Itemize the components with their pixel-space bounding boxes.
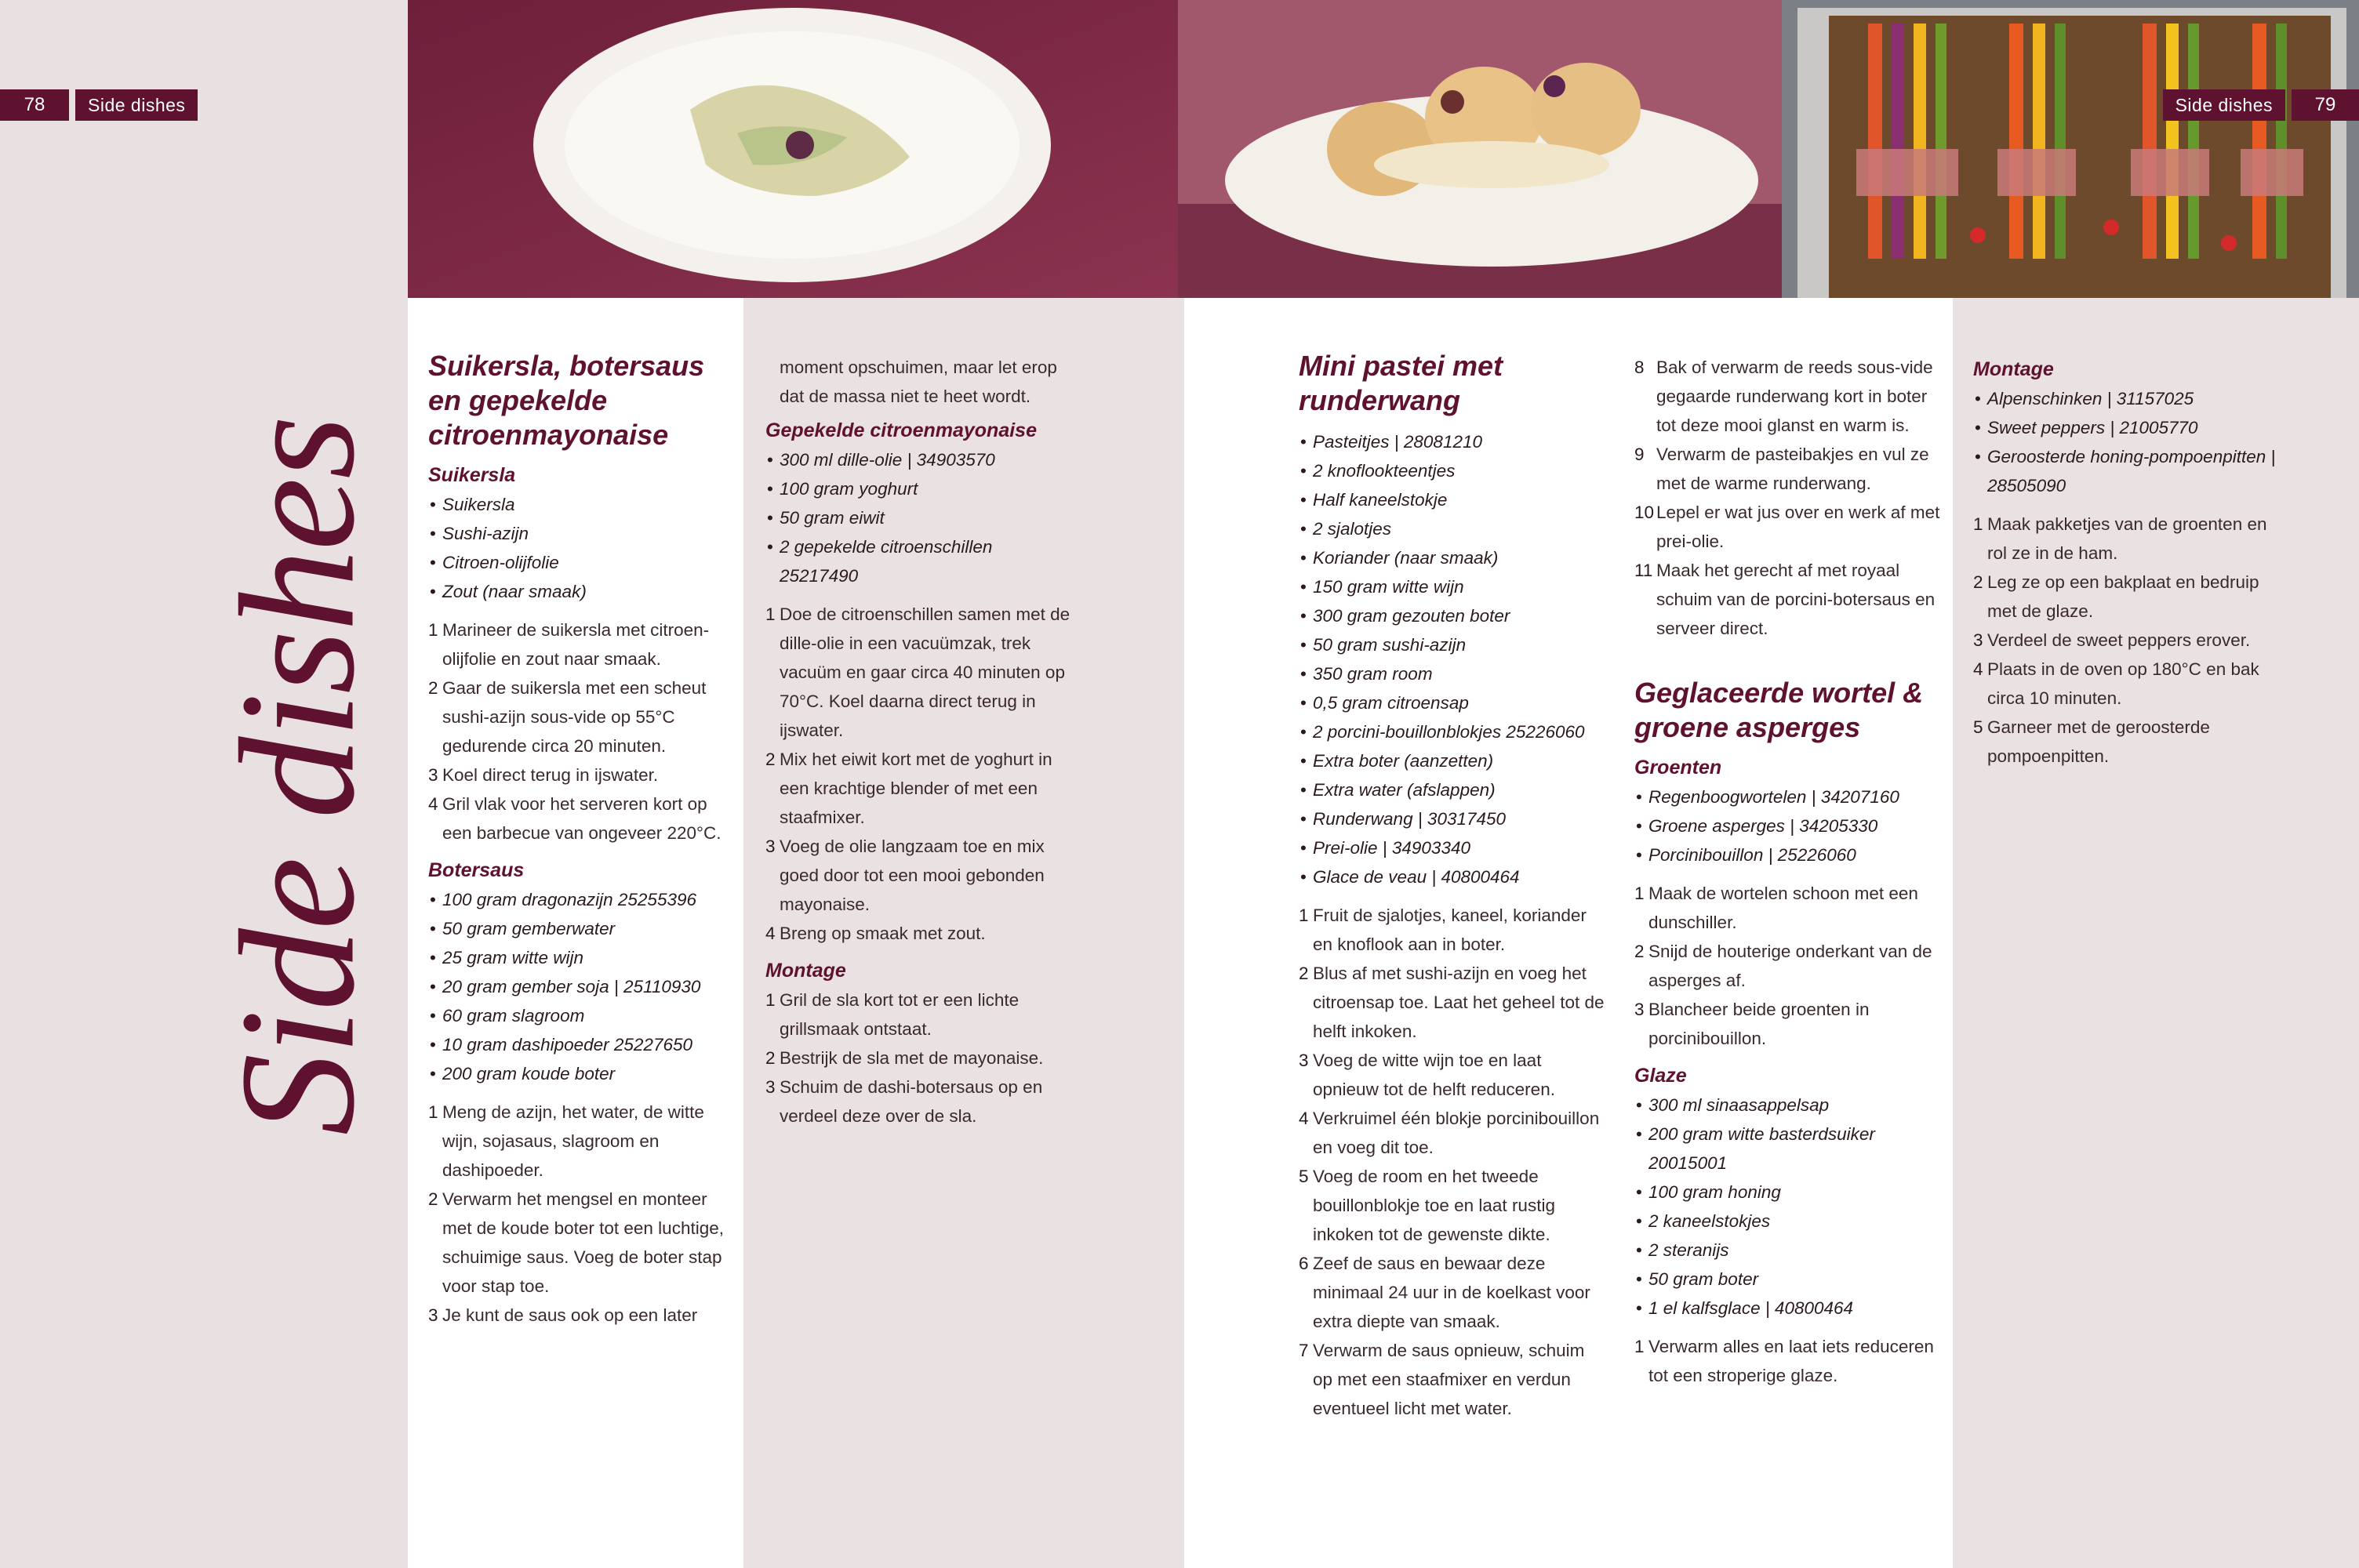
step-item: 5 Garneer met de geroosterde pompoenpitten. bbox=[1973, 717, 2210, 766]
step-item: 2 Bestrijk de sla met de mayonaise. bbox=[765, 1048, 1044, 1068]
step-item: 3 Blancheer beide groenten in porcinibouillon. bbox=[1634, 1000, 1870, 1048]
steps-pastei-continued bbox=[1634, 353, 1940, 643]
step-item: 1 Fruit de sjalotjes, kaneel, koriander en knoflook aan in boter. bbox=[1299, 906, 1587, 954]
right-page-tab bbox=[2163, 89, 2359, 121]
steps-groenten bbox=[1634, 879, 1940, 1053]
steps-suikersla bbox=[428, 615, 726, 848]
ingredient-item: • 300 ml dille-olie | 34903570 bbox=[765, 445, 1071, 474]
step-item: 4 Plaats in de oven op 180°C en bak circa 10 minuten. bbox=[1973, 659, 2259, 708]
step-item: 4 Gril vlak voor het serveren kort op een barbecue van ongeveer 220°C. bbox=[428, 794, 722, 843]
step-item: 8 Bak of verwarm de reeds sous-vide gegaarde runderwang kort in boter tot deze mooi glanst en warm is. bbox=[1634, 358, 1933, 435]
step-item: 1 Doe de citroenschillen samen met de dille-olie in een vacuümzak, trek vacuüm en gaar circa 40 minuten op 70°C. Koel daarna direct terug in ijswater. bbox=[765, 604, 1070, 740]
step-item: 1 Gril de sla kort tot er een lichte grillsmaak ontstaat. bbox=[765, 990, 1020, 1039]
section-label-left: Side dishes bbox=[75, 89, 198, 121]
ingredient-item: • 0,5 gram citroensap bbox=[1299, 688, 1605, 717]
subheading-montage-3: Montage bbox=[1973, 358, 2054, 380]
step-item: 10 Lepel er wat jus over en werk af met prei-olie. bbox=[1634, 503, 1940, 551]
steps-mayonaise bbox=[765, 600, 1071, 948]
ingredient-list-groenten bbox=[1634, 782, 1940, 869]
subheading-groenten: Groenten bbox=[1634, 757, 1722, 779]
ingredient-item: • Sushi-azijn bbox=[428, 519, 726, 548]
column-3 bbox=[1299, 349, 1605, 1432]
ingredient-item: • Zout (naar smaak) bbox=[428, 577, 726, 606]
step-item: 2 Gaar de suikersla met een scheut sushi-azijn sous-vide op 55°C gedurende circa 20 minuten. bbox=[428, 678, 707, 756]
step-item: 1 Meng de azijn, het water, de witte wijn, sojasaus, slagroom en dashipoeder. bbox=[428, 1102, 704, 1180]
ingredient-list-pastei bbox=[1299, 427, 1605, 891]
step-item: 1 Maak pakketjes van de groenten en rol ze in de ham. bbox=[1973, 514, 2267, 563]
ingredient-list-botersaus bbox=[428, 885, 726, 1088]
steps-montage-3 bbox=[1973, 510, 2279, 771]
subheading-botersaus: Botersaus bbox=[428, 859, 525, 881]
subheading-glaze: Glaze bbox=[1634, 1065, 1687, 1087]
subheading-montage-1: Montage bbox=[765, 960, 846, 982]
column-5 bbox=[1973, 353, 2279, 780]
step-item: 7 Verwarm de saus opnieuw, schuim op met een staafmixer en verdun eventueel licht met water. bbox=[1299, 1341, 1585, 1418]
ingredient-item: • 50 gram boter bbox=[1634, 1265, 1940, 1294]
page-number-right: 79 bbox=[2292, 89, 2359, 121]
step-item: 2 Verwarm het mengsel en monteer met de koude boter tot een luchtige, schuimige saus. Voeg de boter stap voor stap toe. bbox=[428, 1189, 724, 1296]
ingredient-item: • 60 gram slagroom bbox=[428, 1001, 726, 1030]
ingredient-item: • 25 gram witte wijn bbox=[428, 943, 726, 972]
step-item: 3 Koel direct terug in ijswater. bbox=[428, 765, 659, 785]
ingredient-item: • 300 gram gezouten boter bbox=[1299, 601, 1605, 630]
ingredient-item: • Pasteitjes | 28081210 bbox=[1299, 427, 1605, 456]
subheading-mayonaise: Gepekelde citroenmayonaise bbox=[765, 419, 1037, 441]
step-item: 3 Voeg de witte wijn toe en laat opnieuw tot de helft reduceren. bbox=[1299, 1051, 1555, 1099]
ingredient-item: • 150 gram witte wijn bbox=[1299, 572, 1605, 601]
step-item: 5 Voeg de room en het tweede bouillonblokje toe en laat rustig inkoken tot de gewenste dikte. bbox=[1299, 1167, 1555, 1244]
ingredient-item: • 50 gram gemberwater bbox=[428, 914, 726, 943]
left-page-tab bbox=[0, 89, 198, 121]
ingredient-item: • 2 knoflookteentjes bbox=[1299, 456, 1605, 485]
step-continued-text: moment opschuimen, maar let erop dat de massa niet te heet wordt. bbox=[780, 358, 1057, 406]
ingredient-item: • Regenboogwortelen | 34207160 bbox=[1634, 782, 1940, 811]
ingredient-item: • Koriander (naar smaak) bbox=[1299, 543, 1605, 572]
step-item: 6 Zeef de saus en bewaar deze minimaal 24 uur in de koelkast voor extra diepte van smaak. bbox=[1299, 1254, 1590, 1331]
steps-glaze bbox=[1634, 1332, 1940, 1390]
ingredient-item: • 20 gram gember soja | 25110930 bbox=[428, 972, 726, 1001]
ingredient-item: • Suikersla bbox=[428, 490, 726, 519]
ingredient-item: • 2 steranijs bbox=[1634, 1236, 1940, 1265]
step-item: 1 Maak de wortelen schoon met een dunschiller. bbox=[1634, 884, 1918, 932]
vertical-section-title bbox=[204, 368, 392, 1184]
ingredient-item: • 350 gram room bbox=[1299, 659, 1605, 688]
ingredient-item: • Glace de veau | 40800464 bbox=[1299, 862, 1605, 891]
ingredient-item: • Half kaneelstokje bbox=[1299, 485, 1605, 514]
ingredient-item: • 1 el kalfsglace | 40800464 bbox=[1634, 1294, 1940, 1323]
step-item: 2 Leg ze op een bakplaat en bedruip met de glaze. bbox=[1973, 572, 2259, 621]
vertical-title-text: Side dishes bbox=[206, 416, 389, 1136]
step-item: 2 Mix het eiwit kort met de yoghurt in een krachtige blender of met een staafmixer. bbox=[765, 750, 1052, 827]
ingredient-item: • 10 gram dashipoeder 25227650 bbox=[428, 1030, 726, 1059]
step-item: 3 Verdeel de sweet peppers erover. bbox=[1973, 630, 2251, 650]
ingredient-item: • 200 gram koude boter bbox=[428, 1059, 726, 1088]
recipe-title-suikersla: Suikersla, botersaus en gepekelde citroenmayonaise bbox=[428, 350, 705, 451]
step-item: 3 Schuim de dashi-botersaus op en verdeel deze over de sla. bbox=[765, 1077, 1043, 1126]
step-item: 1 Verwarm alles en laat iets reduceren tot een stroperige glaze. bbox=[1634, 1337, 1934, 1385]
column-1 bbox=[428, 349, 726, 1339]
photo-pastei-dish bbox=[1178, 0, 1782, 298]
step-item: 3 Je kunt de saus ook op een later bbox=[428, 1305, 698, 1325]
ingredient-item: • 300 ml sinaasappelsap bbox=[1634, 1091, 1940, 1120]
ingredient-list-mayonaise bbox=[765, 445, 1071, 590]
ingredient-item: • Extra boter (aanzetten) bbox=[1299, 746, 1605, 775]
ingredient-item: • 2 sjalotjes bbox=[1299, 514, 1605, 543]
ingredient-item: • 50 gram eiwit bbox=[765, 503, 1071, 532]
ingredient-item: • Groene asperges | 34205330 bbox=[1634, 811, 1940, 840]
ingredient-item: • Sweet peppers | 21005770 bbox=[1973, 413, 2279, 442]
recipe-title-pastei: Mini pastei met runderwang bbox=[1299, 350, 1503, 416]
step-item: 2 Blus af met sushi-azijn en voeg het citroensap toe. Laat het geheel tot de helft inkoken. bbox=[1299, 964, 1605, 1041]
ingredient-item: • Runderwang | 30317450 bbox=[1299, 804, 1605, 833]
photo-carrot-dish bbox=[1782, 0, 2359, 298]
ingredient-item: • 2 porcini-bouillonblokjes 25226060 bbox=[1299, 717, 1605, 746]
page-number-left: 78 bbox=[0, 89, 69, 121]
ingredient-item: • Citroen-olijfolie bbox=[428, 548, 726, 577]
photo-suikersla-dish bbox=[408, 0, 1178, 298]
ingredient-item: • Geroosterde honing-pompoenpitten | 28505090 bbox=[1973, 442, 2279, 500]
ingredient-item: • Porcinibouillon | 25226060 bbox=[1634, 840, 1940, 869]
steps-botersaus bbox=[428, 1098, 726, 1330]
ingredient-item: • 50 gram sushi-azijn bbox=[1299, 630, 1605, 659]
ingredient-item: • 2 gepekelde citroenschillen 25217490 bbox=[765, 532, 1071, 590]
ingredient-item: • 200 gram witte basterdsuiker 20015001 bbox=[1634, 1120, 1940, 1178]
step-item: 1 Marineer de suikersla met citroen-olijfolie en zout naar smaak. bbox=[428, 620, 710, 669]
ingredient-item: • Alpenschinken | 31157025 bbox=[1973, 384, 2279, 413]
section-label-right: Side dishes bbox=[2163, 89, 2285, 121]
steps-pastei bbox=[1299, 901, 1605, 1423]
recipe-title-wortel: Geglaceerde wortel & groene asperges bbox=[1634, 677, 1924, 743]
step-item: 11 Maak het gerecht af met royaal schuim van de porcini-botersaus en serveer direct. bbox=[1634, 561, 1936, 638]
step-item: 2 Snijd de houterige onderkant van de asperges af. bbox=[1634, 942, 1932, 990]
ingredient-item: • 100 gram honing bbox=[1634, 1178, 1940, 1207]
ingredient-item: • Extra water (afslappen) bbox=[1299, 775, 1605, 804]
subheading-suikersla: Suikersla bbox=[428, 464, 516, 486]
ingredient-item: • Prei-olie | 34903340 bbox=[1299, 833, 1605, 862]
ingredient-item: • 100 gram yoghurt bbox=[765, 474, 1071, 503]
ingredient-list-glaze bbox=[1634, 1091, 1940, 1323]
ingredient-list-montage-3 bbox=[1973, 384, 2279, 500]
ingredient-item: • 100 gram dragonazijn 25255396 bbox=[428, 885, 726, 914]
step-item: 4 Breng op smaak met zout. bbox=[765, 924, 986, 943]
column-4 bbox=[1634, 353, 1940, 1399]
column-2 bbox=[765, 353, 1071, 1140]
ingredient-item: • 2 kaneelstokjes bbox=[1634, 1207, 1940, 1236]
ingredient-list-suikersla bbox=[428, 490, 726, 606]
step-item: 3 Voeg de olie langzaam toe en mix goed door tot een mooi gebonden mayonaise. bbox=[765, 837, 1045, 914]
step-item: 4 Verkruimel één blokje porcinibouillon en voeg dit toe. bbox=[1299, 1109, 1600, 1157]
steps-montage-1 bbox=[765, 985, 1071, 1131]
step-item: 9 Verwarm de pasteibakjes en vul ze met de warme runderwang. bbox=[1634, 445, 1929, 493]
